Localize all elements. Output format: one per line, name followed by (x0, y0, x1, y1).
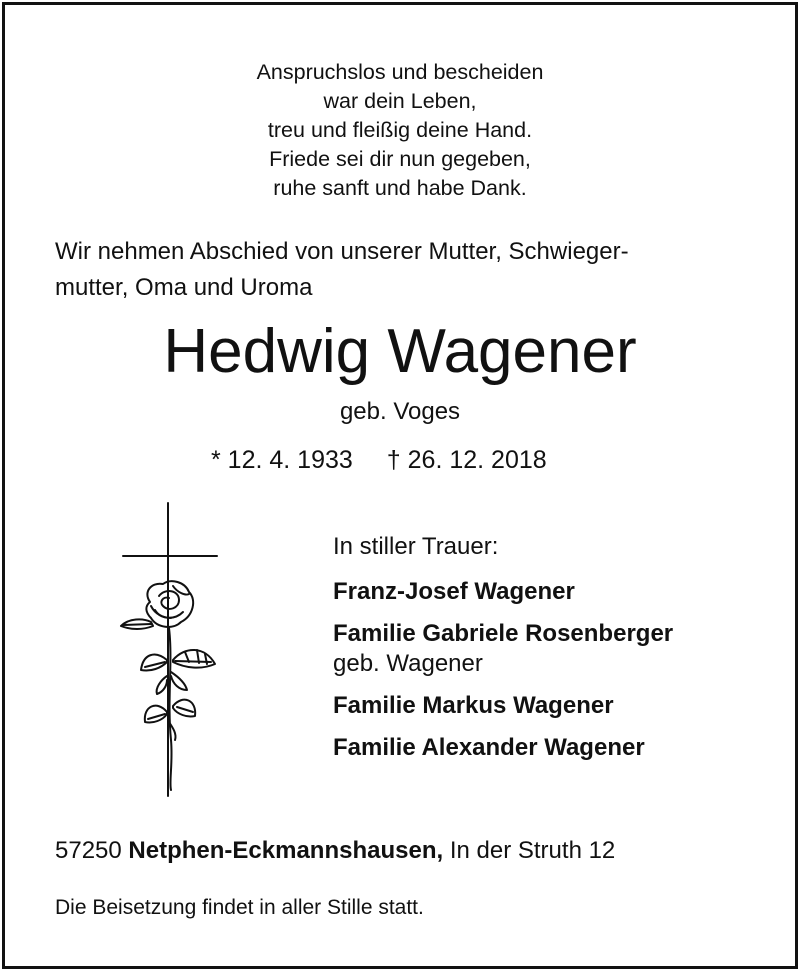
poem-line: ruhe sanft und habe Dank. (273, 176, 527, 200)
death-date: † 26. 12. 2018 (386, 446, 547, 474)
cross-with-rose-icon (115, 500, 225, 800)
poem-line: war dein Leben, (323, 89, 477, 113)
mourner-maiden-note: geb. Wagener (333, 650, 483, 677)
poem-line: treu und fleißig deine Hand. (267, 118, 533, 142)
life-dates (211, 444, 547, 476)
mourner-name: Familie Markus Wagener (333, 692, 614, 719)
poem-line: Anspruchslos und bescheiden (256, 60, 544, 84)
address-street: In der Struth 12 (449, 837, 616, 864)
maiden-name: geb. Voges (339, 398, 461, 425)
poem-line: Friede sei dir nun gegeben, (269, 147, 531, 171)
deceased-name: Hedwig Wagener (163, 317, 637, 386)
poem (0, 58, 800, 203)
address-zip: 57250 (55, 837, 122, 864)
mourner-name: Familie Gabriele Rosenberger (333, 620, 674, 647)
birth-date: * 12. 4. 1933 (211, 446, 353, 474)
intro-text (55, 234, 755, 306)
mourner-name: Familie Alexander Wagener (333, 734, 645, 761)
mourner-name: Franz-Josef Wagener (333, 578, 575, 605)
mourners-list (333, 531, 773, 763)
mourners-lead: In stiller Trauer: (333, 533, 499, 560)
address-city: Netphen-Eckmannshausen, (128, 837, 444, 864)
intro-line: mutter, Oma und Uroma (55, 274, 313, 301)
burial-note: Die Beisetzung findet in aller Stille statt. (55, 896, 424, 919)
intro-line: Wir nehmen Abschied von unserer Mutter, Schwieger- (55, 238, 629, 265)
address (55, 835, 615, 867)
